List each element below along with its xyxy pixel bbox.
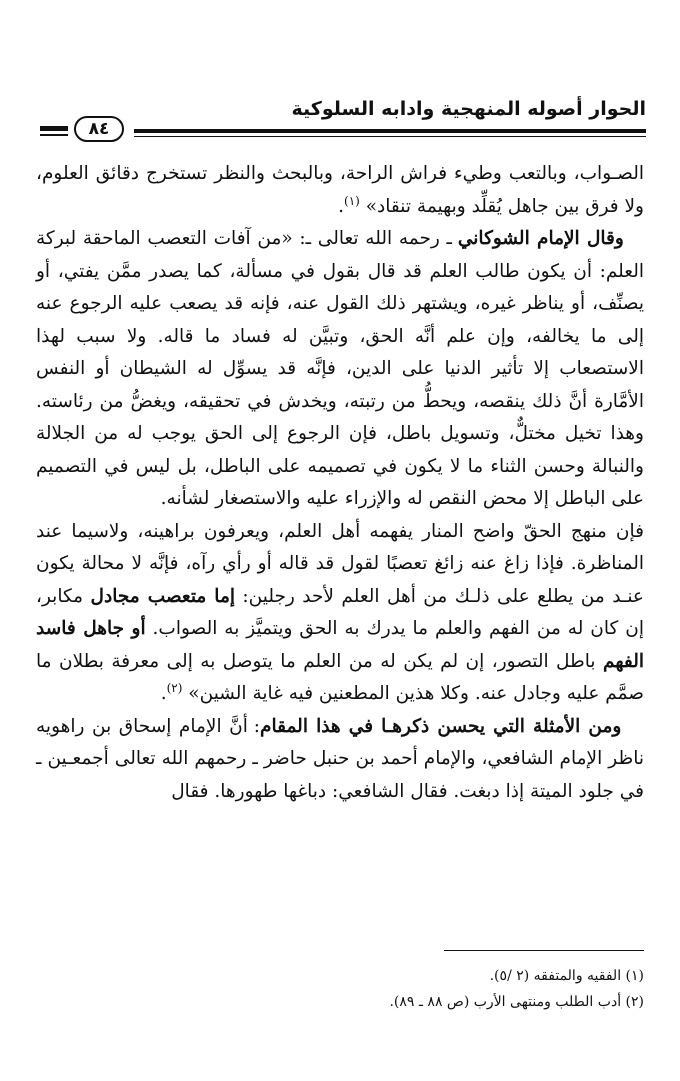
paragraph-1: الصـواب، وبالتعب وطيء فراش الراحة، وبالبحث والنظر تستخرج دقائق العلوم، ولا فرق بين جاهل يُقلِّد وبهيمة تنقاد» $^{(١)}$. <box>36 163 644 217</box>
paragraph-4-lead: ومن الأمثلة التي يحسن ذكرهـا في هذا المقام <box>260 715 622 737</box>
footnote-2: (٢) أدب الطلب ومنتهى الأرب (ص ٨٨ ـ ٨٩). <box>389 994 644 1010</box>
header-rule-thick <box>134 129 646 133</box>
paragraph-3: فإن منهج الحقّ واضح المنار يفهمه أهل العلم، ويعرفون براهينه، ولاسيما عند المناظرة. فإذا زاغ عنه زائغ تعصبًا لقول قد قاله أو رأي رآه، فإنَّه لا محالة يكون عنـد من يطلع على ذلـك من أهل العلم لأحد رجلين: إما متعصب مجادل مكابر، إن كان له من الفهم والعلم ما يدرك به الحق ويتميَّز به الصواب. أو جاهل فاسد الفهم باطل التصور، إن لم يكن له من العلم ما يتوصل به إلى معرفة بطلان ما صمَّم عليه وجادل عنه. وكلا هذين المطعنين فيه غاية الشين» $^{(٢)}$. <box>36 520 644 704</box>
header-rule-thin <box>134 136 646 137</box>
header-dash-mark-thin <box>40 134 68 136</box>
emphasis-1: إما متعصب مجادل <box>90 585 235 607</box>
main-text <box>36 158 644 808</box>
paragraph-2: وقال الإمام الشوكاني ـ رحمه الله تعالى ـ: «من آفات التعصب الماحقة لبركة العلم: أن يكون طالب العلم قد قال بقول في مسألة، كما يصدر ممَّن يفتي، أو يصنِّف، أو يناظر غيره، ويشتهر ذلك القول عنه، فإنه قد يصعب عليه الرجوع عنه إلى ما يخالفه، وإن علم أنَّه الحق، وتبيَّن له فساد ما قاله. ولا سبب لهذا الاستصعاب إلا تأثير الدنيا على الدين، فإنَّه قد يسوِّل له الشيطان أو النفس الأمَّارة أنَّ ذلك ينقصه، ويحطُّ من رتبته، ويخدش في تحقيقه، ويغضُّ من رئاسته. وهذا تخيل مختلٌّ، وتسويل باطل، فإن الرجوع إلى الحق يوجب له من الجلالة والنبالة وحسن الثناء ما لا يكون في تصميمه على الباطل، بل ليس في التصميم على الباطل إلا محض النقص له والإزراء عليه والاستصغار لشأنه. <box>36 228 644 509</box>
footnote-1: (١) الفقيه والمتفقه (٢ /٥). <box>489 968 644 984</box>
emphasis-2: أو جاهل فاسد الفهم <box>36 618 644 672</box>
paragraph-4: ومن الأمثلة التي يحسن ذكرهـا في هذا المقام: أنَّ الإمام إسحاق بن راهويه ناظر الإمام الشافعي، والإمام أحمد بن حنبل حاضر ـ رحمهم الله تعالى أجمعـين ـ في جلود الميتة إذا دبغت. فقال الشافعي: دباغها طهورها. فقال <box>36 715 644 802</box>
footnote-rule <box>444 950 644 951</box>
paragraph-2-lead: وقال الإمام الشوكاني <box>457 228 624 249</box>
page-number: ٨٤ <box>74 116 124 142</box>
footnote-ref-2: (٢) <box>166 680 183 695</box>
page-header <box>34 92 646 152</box>
running-title: الحوار أصوله المنهجية وادابه السلوكية <box>291 98 646 120</box>
header-dash-mark <box>40 126 68 131</box>
footnote-ref-1: (١) <box>344 193 360 208</box>
footnotes <box>36 950 644 1015</box>
